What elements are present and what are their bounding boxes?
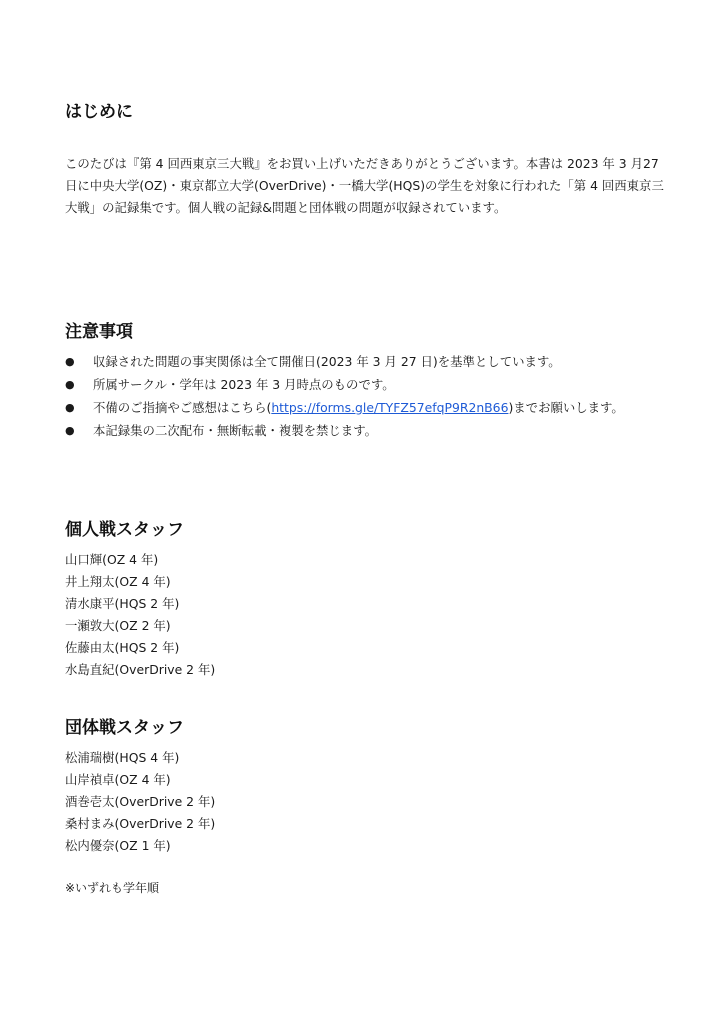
team-staff-list (65, 747, 215, 857)
staff-member: 松浦瑞樹(HQS 4 年) (65, 750, 180, 765)
note-text: 収録された問題の事実関係は全て開催日(2023 年 3 月 27 日)を基準としています。 (93, 354, 561, 369)
individual-staff-list (65, 549, 215, 681)
feedback-form-link[interactable]: https://forms.gle/TYFZ57efqP9R2nB66 (271, 400, 509, 415)
note-item (65, 373, 624, 396)
note-text: 所属サークル・学年は 2023 年 3 月時点のものです。 (93, 377, 395, 392)
team-staff-heading: 団体戦スタッフ (65, 718, 184, 738)
bullet-icon: ● (65, 401, 75, 414)
note-item (65, 350, 624, 373)
note-item (65, 396, 624, 419)
bullet-icon: ● (65, 424, 75, 437)
staff-member: 山口輝(OZ 4 年) (65, 552, 159, 567)
note-text-after-link: )までお願いします。 (508, 400, 624, 415)
notes-list (65, 350, 624, 442)
intro-paragraph: このたびは『第 4 回西東京三大戦』をお買い上げいただきありがとうございます。本書は 2023 年 3 月27 日に中央大学(OZ)・東京都立大学(OverDrive)・一橋大学(HQS)の学生を対象に行われた「第 4 回西東京三大戦」の記録集です。個人戦の記録&問題と団体戦の問題が収録されています。 (65, 156, 664, 215)
individual-staff-heading: 個人戦スタッフ (65, 520, 184, 540)
staff-member: 山岸禎卓(OZ 4 年) (65, 772, 171, 787)
staff-member: 桑村まみ(OverDrive 2 年) (65, 816, 216, 831)
footnote: ※いずれも学年順 (65, 881, 160, 895)
staff-member: 水島直紀(OverDrive 2 年) (65, 662, 216, 677)
bullet-icon: ● (65, 378, 75, 391)
staff-member: 酒巻壱太(OverDrive 2 年) (65, 794, 216, 809)
note-text-before-link: 不備のご指摘やご感想はこちら( (93, 400, 272, 415)
bullet-icon: ● (65, 355, 75, 368)
notes-heading: 注意事項 (65, 322, 133, 342)
staff-member: 佐藤由太(HQS 2 年) (65, 640, 180, 655)
note-item (65, 419, 624, 442)
staff-member: 松内優奈(OZ 1 年) (65, 838, 171, 853)
staff-member: 一瀬敦大(OZ 2 年) (65, 618, 171, 633)
staff-member: 清水康平(HQS 2 年) (65, 596, 180, 611)
note-text: 本記録集の二次配布・無断転載・複製を禁じます。 (93, 423, 377, 438)
intro-heading: はじめに (65, 102, 133, 122)
staff-member: 井上翔太(OZ 4 年) (65, 574, 171, 589)
